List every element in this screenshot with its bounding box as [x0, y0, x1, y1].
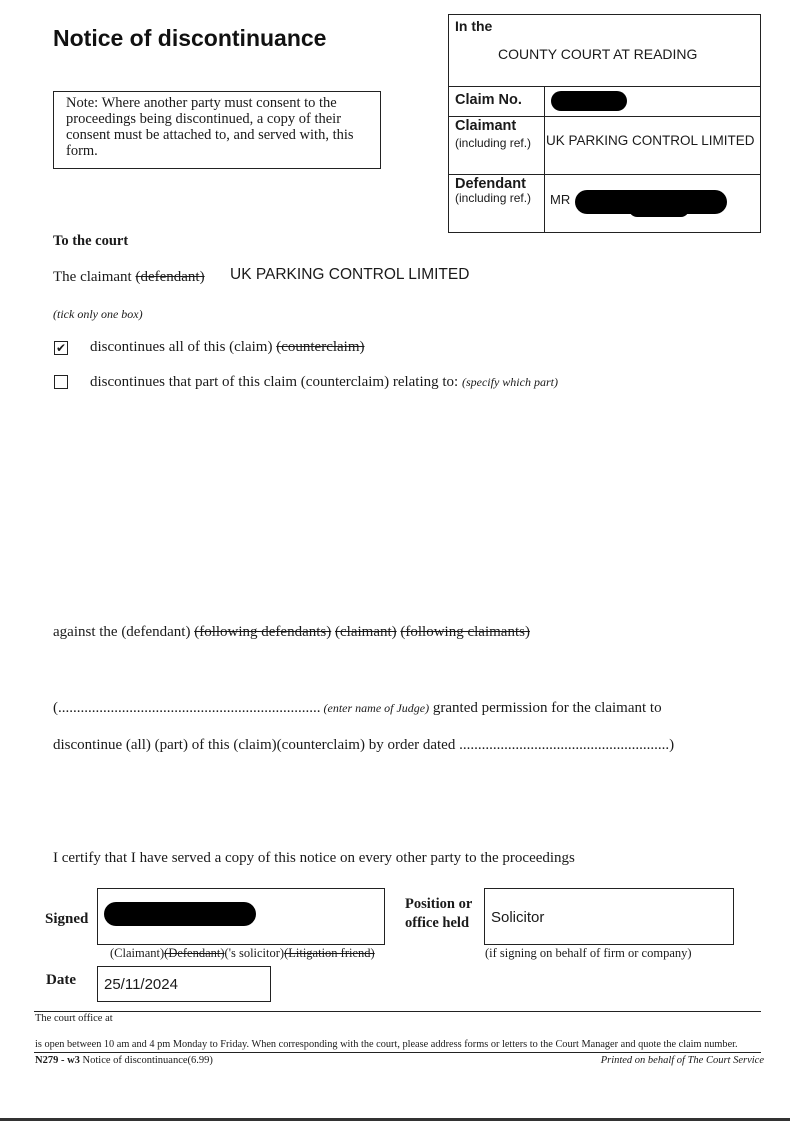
- position-label: [405, 895, 472, 933]
- discontinue-all-checkbox[interactable]: [54, 341, 68, 355]
- judge-name-field[interactable]: (......................................................................: [53, 700, 321, 716]
- against-struck-3: (following claimants): [400, 624, 530, 640]
- court-box-divider: [449, 86, 760, 87]
- caption-litigation-friend: (Litigation friend): [284, 946, 375, 960]
- claimant-line: [53, 268, 205, 286]
- to-court-heading: To the court: [53, 233, 129, 249]
- court-name: COUNTY COURT AT READING: [498, 46, 698, 62]
- option-discontinue-all: [90, 339, 365, 356]
- judge-hint: (enter name of Judge): [320, 701, 430, 715]
- defendant-label: Defendant: [455, 176, 526, 192]
- court-info-box: [448, 14, 761, 233]
- footer-rule: [34, 1011, 761, 1012]
- claim-no-redaction: [551, 91, 627, 111]
- claimant-label: Claimant: [455, 118, 517, 134]
- claimant-line-struck: (defendant): [135, 269, 205, 285]
- claimant-line-prefix: The claimant: [53, 269, 136, 285]
- form-reference: [35, 1055, 213, 1066]
- claimant-name[interactable]: UK PARKING CONTROL LIMITED: [230, 266, 470, 283]
- against-struck-2: (claimant): [335, 624, 397, 640]
- claimant-ref-label: (including ref.): [455, 136, 532, 150]
- check-mark-icon: ✔: [55, 341, 67, 355]
- caption-claimant: (Claimant): [110, 946, 165, 960]
- permission-rest: granted permission for the claimant to: [429, 700, 662, 716]
- court-box-divider: [449, 116, 760, 117]
- page-title: Notice of discontinuance: [53, 25, 327, 51]
- defendant-value: MR: [550, 192, 571, 207]
- page-bottom-edge: [0, 1118, 790, 1121]
- claimant-value: UK PARKING CONTROL LIMITED: [546, 133, 755, 148]
- option-part-hint: (specify which part): [461, 375, 558, 389]
- defendant-name-redaction: [629, 201, 689, 217]
- date-field[interactable]: [97, 966, 271, 1002]
- position-field[interactable]: [484, 888, 734, 945]
- permission-line-2: discontinue (all) (part) of this (claim)(counterclaim) by order dated ........................................................): [53, 737, 675, 753]
- tick-hint: (tick only one box): [53, 307, 143, 321]
- option-discontinue-part: [90, 374, 558, 391]
- court-box-column-divider: [544, 86, 545, 232]
- printed-by: Printed on behalf of The Court Service: [600, 1055, 764, 1066]
- option-all-struck: (counterclaim): [276, 339, 365, 355]
- note-box: [53, 91, 381, 169]
- form-name: Notice of discontinuance(6.99): [79, 1055, 213, 1066]
- permission-line-1: [53, 700, 662, 717]
- position-caption: (if signing on behalf of firm or company): [485, 946, 692, 960]
- option-part-text: discontinues that part of this claim (counterclaim) relating to:: [90, 374, 462, 390]
- date-value: 25/11/2024: [104, 976, 178, 993]
- option-all-text: discontinues all of this (claim): [90, 339, 277, 355]
- signature-redaction: [104, 902, 256, 926]
- position-value: Solicitor: [491, 909, 545, 926]
- in-the-label: In the: [455, 18, 493, 34]
- signed-caption: [110, 946, 375, 961]
- date-label: Date: [46, 972, 76, 988]
- certify-statement: I certify that I have served a copy of this notice on every other party to the proceedings: [53, 850, 575, 866]
- position-label-line-1: Position or: [405, 896, 473, 912]
- position-label-line-2: office held: [405, 915, 470, 931]
- caption-solicitor: ('s solicitor): [224, 946, 285, 960]
- office-hours-text: is open between 10 am and 4 pm Monday to Friday. When corresponding with the court, please address forms or letters to the Court Manager and quote the claim number.: [35, 1039, 738, 1050]
- against-line: [53, 624, 530, 641]
- discontinue-part-checkbox[interactable]: [54, 375, 68, 389]
- claim-no-label: Claim No.: [455, 92, 522, 108]
- court-box-divider: [449, 174, 760, 175]
- against-prefix: against the (defendant): [53, 624, 195, 640]
- note-text: Note: Where another party must consent to the proceedings being discontinued, a copy of their consent must be attached to, and served with, this form.: [66, 95, 354, 159]
- caption-defendant: (Defendant): [164, 946, 225, 960]
- against-struck-1: (following defendants): [194, 624, 332, 640]
- court-office-text: The court office at: [35, 1013, 113, 1024]
- form-code: N279 - w3: [35, 1055, 80, 1066]
- footer-rule: [34, 1052, 761, 1053]
- signed-label: Signed: [45, 911, 89, 927]
- signature-box[interactable]: [97, 888, 385, 945]
- defendant-ref-label: (including ref.): [455, 191, 532, 205]
